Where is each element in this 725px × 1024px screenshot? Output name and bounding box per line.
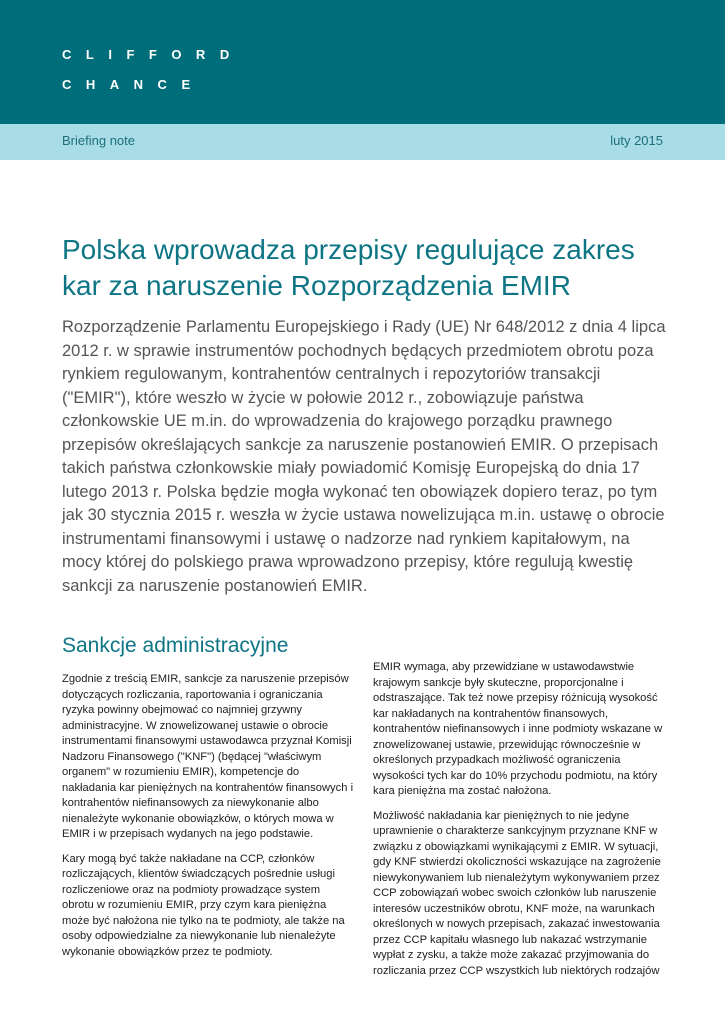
right-column	[373, 660, 666, 988]
note-type: Briefing note	[62, 133, 135, 148]
logo-line-1: CLIFFORD	[62, 47, 244, 62]
left-paragraph-2: Kary mogą być także nakładane na CCP, członków rozliczających, klientów świadczących pośrednie usługi rozliczeniowe oraz na podmioty prowadzące system obrotu w rozumieniu EMIR, przy czym kara pieniężna może być nałożona nie tylko na te podmioty, ale także na osoby odpowiedzialne za niewykonanie lub nienależyte wykonanie obowiązków przez te podmioty.	[62, 852, 345, 958]
clifford-chance-logo	[62, 40, 244, 100]
document-title: Polska wprowadza przepisy regulujące zakres kar za naruszenie Rozporządzenia EMIR	[62, 234, 635, 301]
intro-paragraph: Rozporządzenie Parlamentu Europejskiego i Rady (UE) Nr 648/2012 z dnia 4 lipca 2012 r. w sprawie instrumentów pochodnych będących przedmiotem obrotu poza rynkiem regulowanym, kontrahentów centralnych i repozytoriów transakcji ("EMIR"), które weszło w życie w połowie 2012 r., zobowiązuje państwa członkowskie UE m.in. do wprowadzenia do krajowego porządku prawnego przepisów określających sankcje za naruszenie postanowień EMIR. O przepisach takich państwa członkowskie miały powiadomić Komisję Europejską do dnia 17 lutego 2013 r. Polska będzie mogła wykonać ten obowiązek dopiero teraz, po tym jak 30 stycznia 2015 r. weszła w życie ustawa nowelizująca m.in. ustawę o obrocie instrumentami finansowymi i ustawę o nadzorze nad rynkiem kapitałowym, na mocy której do polskiego prawa wprowadzono przepisy, które regulują kwestię sankcji za naruszenie postanowień EMIR.	[62, 318, 666, 595]
note-date: luty 2015	[610, 133, 663, 148]
left-paragraph-1: Zgodnie z treścią EMIR, sankcje za naruszenie przepisów dotyczących rozliczania, raportowania i ograniczania ryzyka powinny obejmować co najmniej grzywny administracyjne. W znowelizowanej ustawie o obrocie instrumentami finansowymi ustawodawca przyznał Komisji Nadzoru Finansowego ("KNF") (będącej "właściwym organem" w rozumieniu EMIR), kompetencje do nakładania kar pieniężnych na kontrahentów finansowych i kontrahentów niefinansowych za niewykonanie albo nienależyte wykonanie obowiązków, o których mowa w EMIR i w przepisach wydanych na jego podstawie.	[62, 673, 354, 840]
section-heading: Sankcje administracyjne	[62, 634, 289, 657]
header-band	[0, 0, 725, 124]
logo-line-2: CHANCE	[62, 77, 205, 92]
left-column	[62, 672, 354, 969]
right-paragraph-2: Możliwość nakładania kar pieniężnych to nie jedyne uprawnienie o charakterze sankcyjnym przyznane KNF w związku z obowiązkami wynikającymi z EMIR. W sytuacji, gdy KNF stwierdzi okoliczności wskazujące na zagrożenie niewykonywaniem lub nienależytym wykonywaniem przez CCP zobowiązań wobec swoich członków lub naruszenie interesów uczestników obrotu, KNF może, na warunkach określonych w nowych przepisach, zakazać inwestowania przez CCP kapitału własnego lub nakazać wstrzymanie wypłat z zysku, a także może zakazać przyjmowania do rozliczania przez CCP wszystkich lub niektórych rodzajów	[373, 809, 661, 977]
right-paragraph-1: EMIR wymaga, aby przewidziane w ustawodawstwie krajowym sankcje były skuteczne, proporcjonalne i odstraszające. Tak też nowe przepisy różnicują wysokość kar nakładanych na kontrahentów finansowych, kontrahentów niefinansowych i inne podmioty wskazane w znowelizowanej ustawie, przewidując równocześnie w określonych przypadkach możliwość ograniczenia wysokości tych kar do 10% przychodu podmiotu, na który kara pieniężna ma zostać nałożona.	[373, 661, 663, 797]
